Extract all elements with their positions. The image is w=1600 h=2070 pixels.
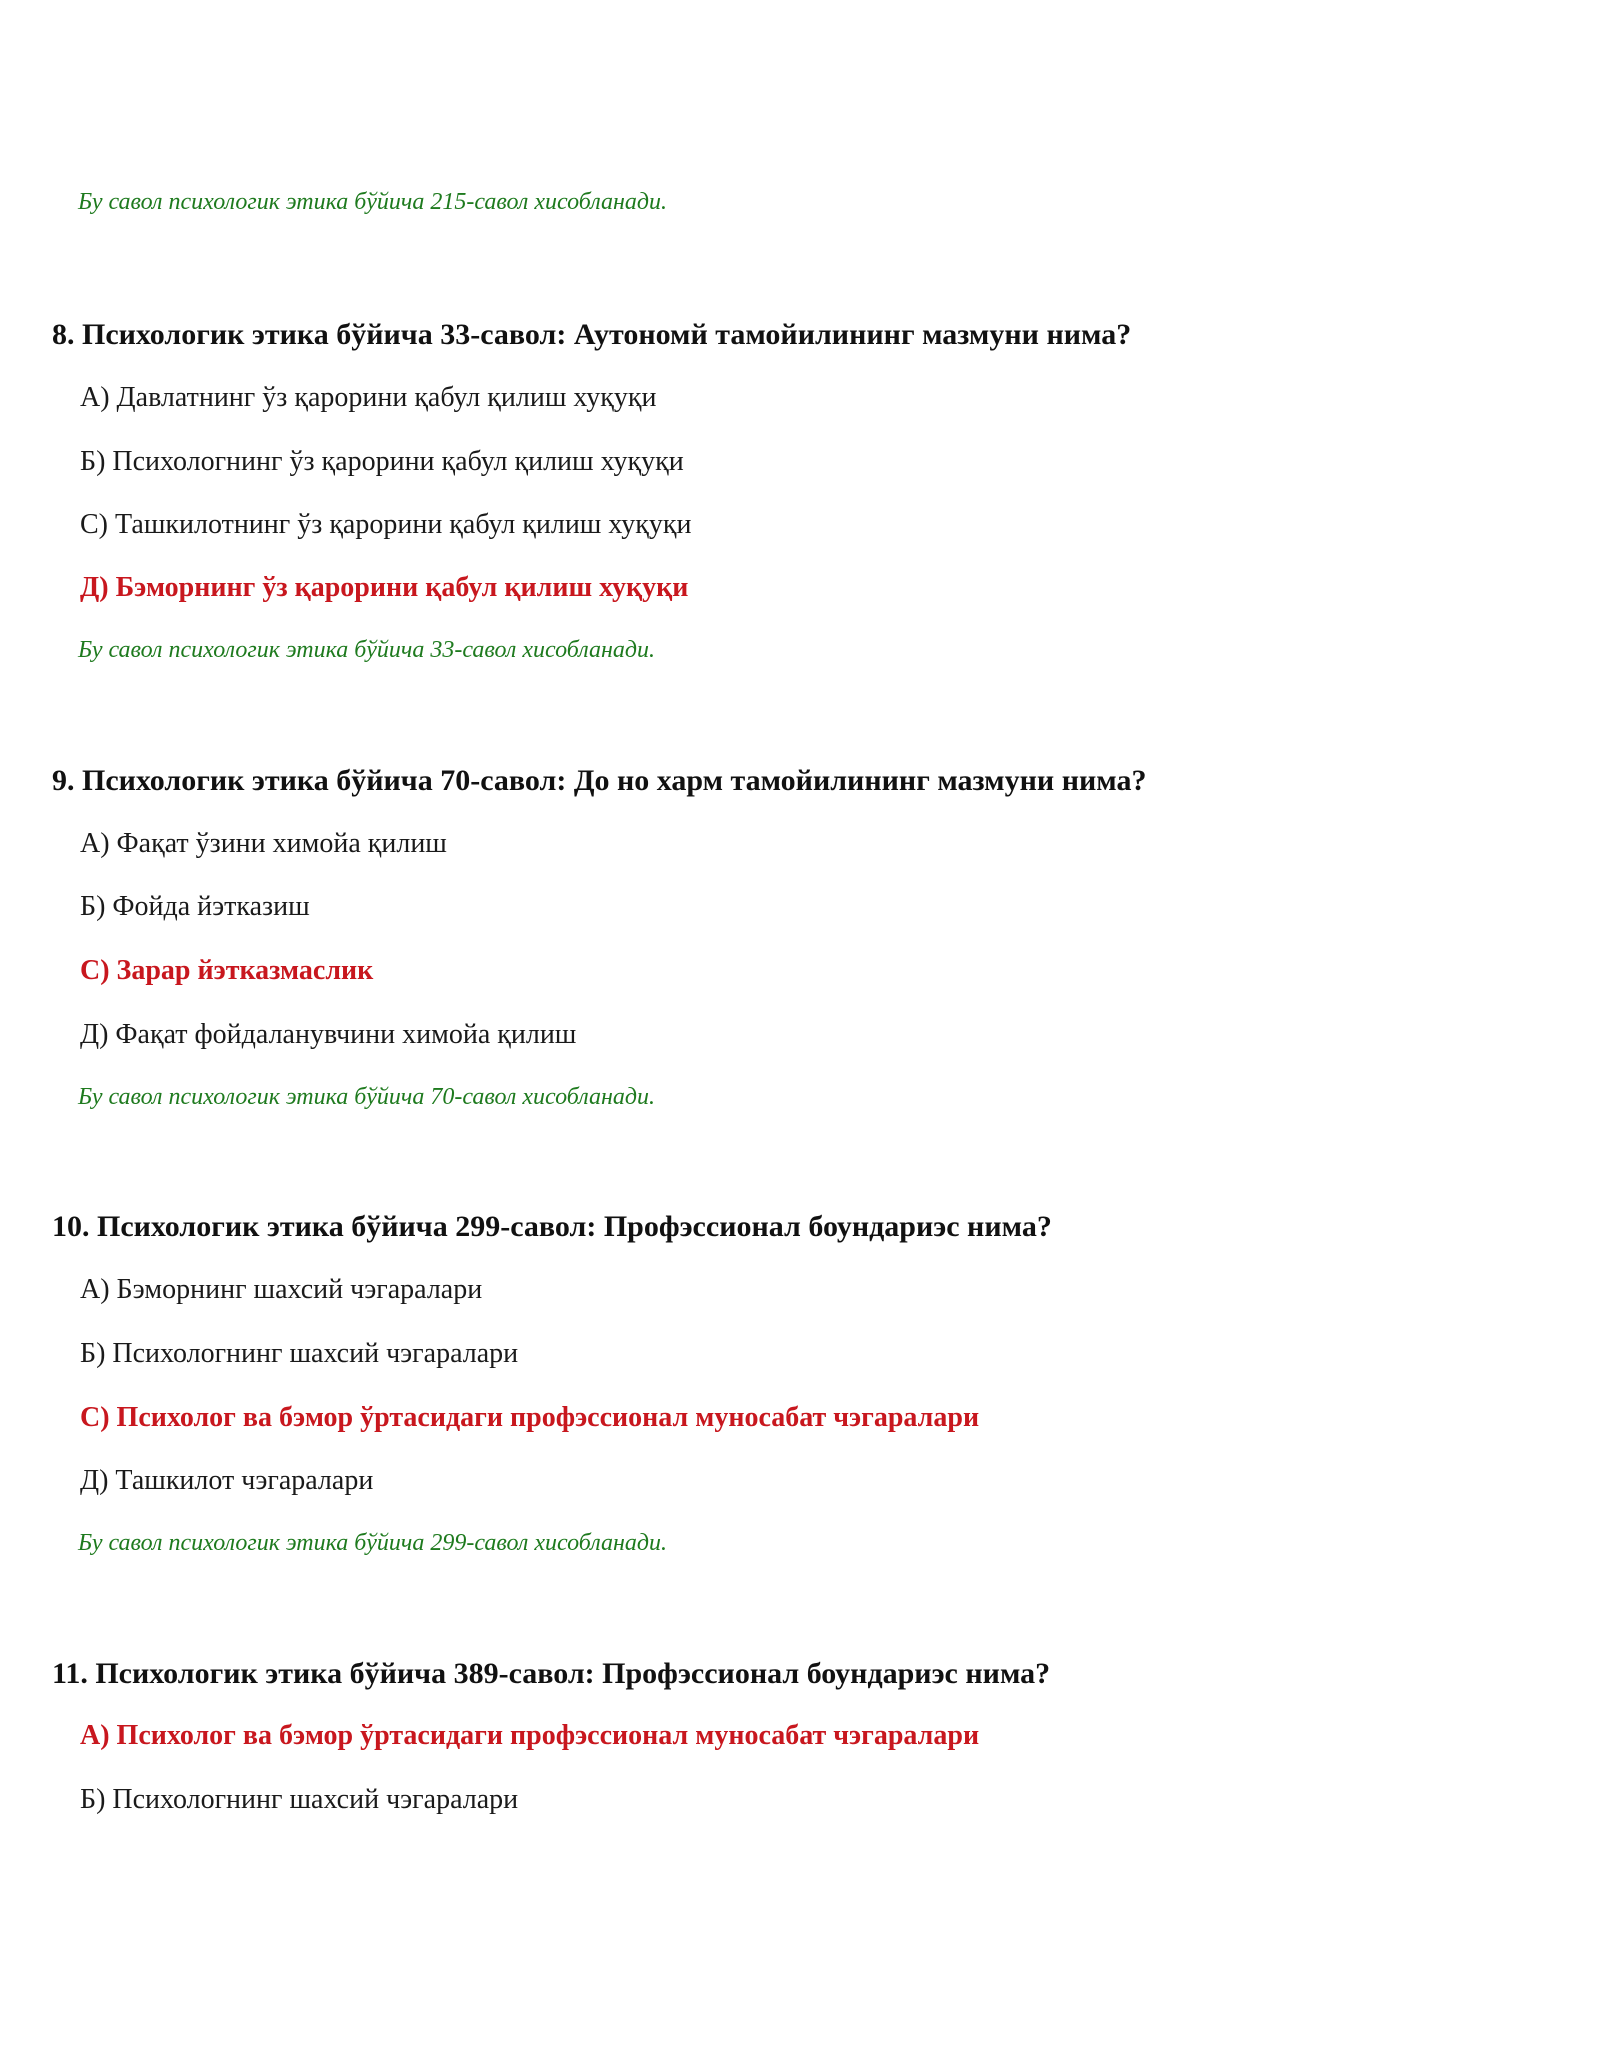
correct-answer-option: Д) Бэморнинг ўз қарорини қабул қилиш хуқуқи <box>80 572 689 603</box>
correct-answer-option: С) Зарар йэтказмаслик <box>80 955 374 986</box>
answer-option: Б) Фойда йэтказиш <box>80 891 310 922</box>
answer-option: А) Фақат ўзини химойа қилиш <box>80 828 447 859</box>
correct-answer-option: А) Психолог ва бэмор ўртасидаги профэссионал муносабат чэгаралари <box>80 1720 980 1751</box>
answer-option: Д) Фақат фойдаланувчини химойа қилиш <box>80 1019 577 1050</box>
question-note: Бу савол психологик этика бўйича 299-савол хисобланади. <box>78 1530 668 1556</box>
answer-option: А) Давлатнинг ўз қарорини қабул қилиш хуқуқи <box>80 382 657 413</box>
question-title: 11. Психологик этика бўйича 389-савол: Профэссионал боундариэс нима? <box>52 1657 1051 1690</box>
question-title: 10. Психологик этика бўйича 299-савол: Профэссионал боундариэс нима? <box>52 1210 1052 1243</box>
answer-option: Б) Психологнинг шахсий чэгаралари <box>80 1784 519 1815</box>
question-note: Бу савол психологик этика бўйича 70-савол хисобланади. <box>78 1084 656 1110</box>
answer-option: С) Ташкилотнинг ўз қарорини қабул қилиш хуқуқи <box>80 509 692 540</box>
correct-answer-option: С) Психолог ва бэмор ўртасидаги профэссионал муносабат чэгаралари <box>80 1402 980 1433</box>
answer-option: Д) Ташкилот чэгаралари <box>80 1465 374 1496</box>
question-title: 9. Психологик этика бўйича 70-савол: До но харм тамойилининг мазмуни нима? <box>52 764 1147 797</box>
question-note: Бу савол психологик этика бўйича 33-савол хисобланади. <box>78 637 656 663</box>
answer-option: Б) Психологнинг ўз қарорини қабул қилиш хуқуқи <box>80 446 684 477</box>
question-title: 8. Психологик этика бўйича 33-савол: Аутономй тамойилининг мазмуни нима? <box>52 318 1132 351</box>
answer-option: А) Бэморнинг шахсий чэгаралари <box>80 1274 483 1305</box>
question-note: Бу савол психологик этика бўйича 215-савол хисобланади. <box>78 189 668 215</box>
answer-option: Б) Психологнинг шахсий чэгаралари <box>80 1338 519 1369</box>
